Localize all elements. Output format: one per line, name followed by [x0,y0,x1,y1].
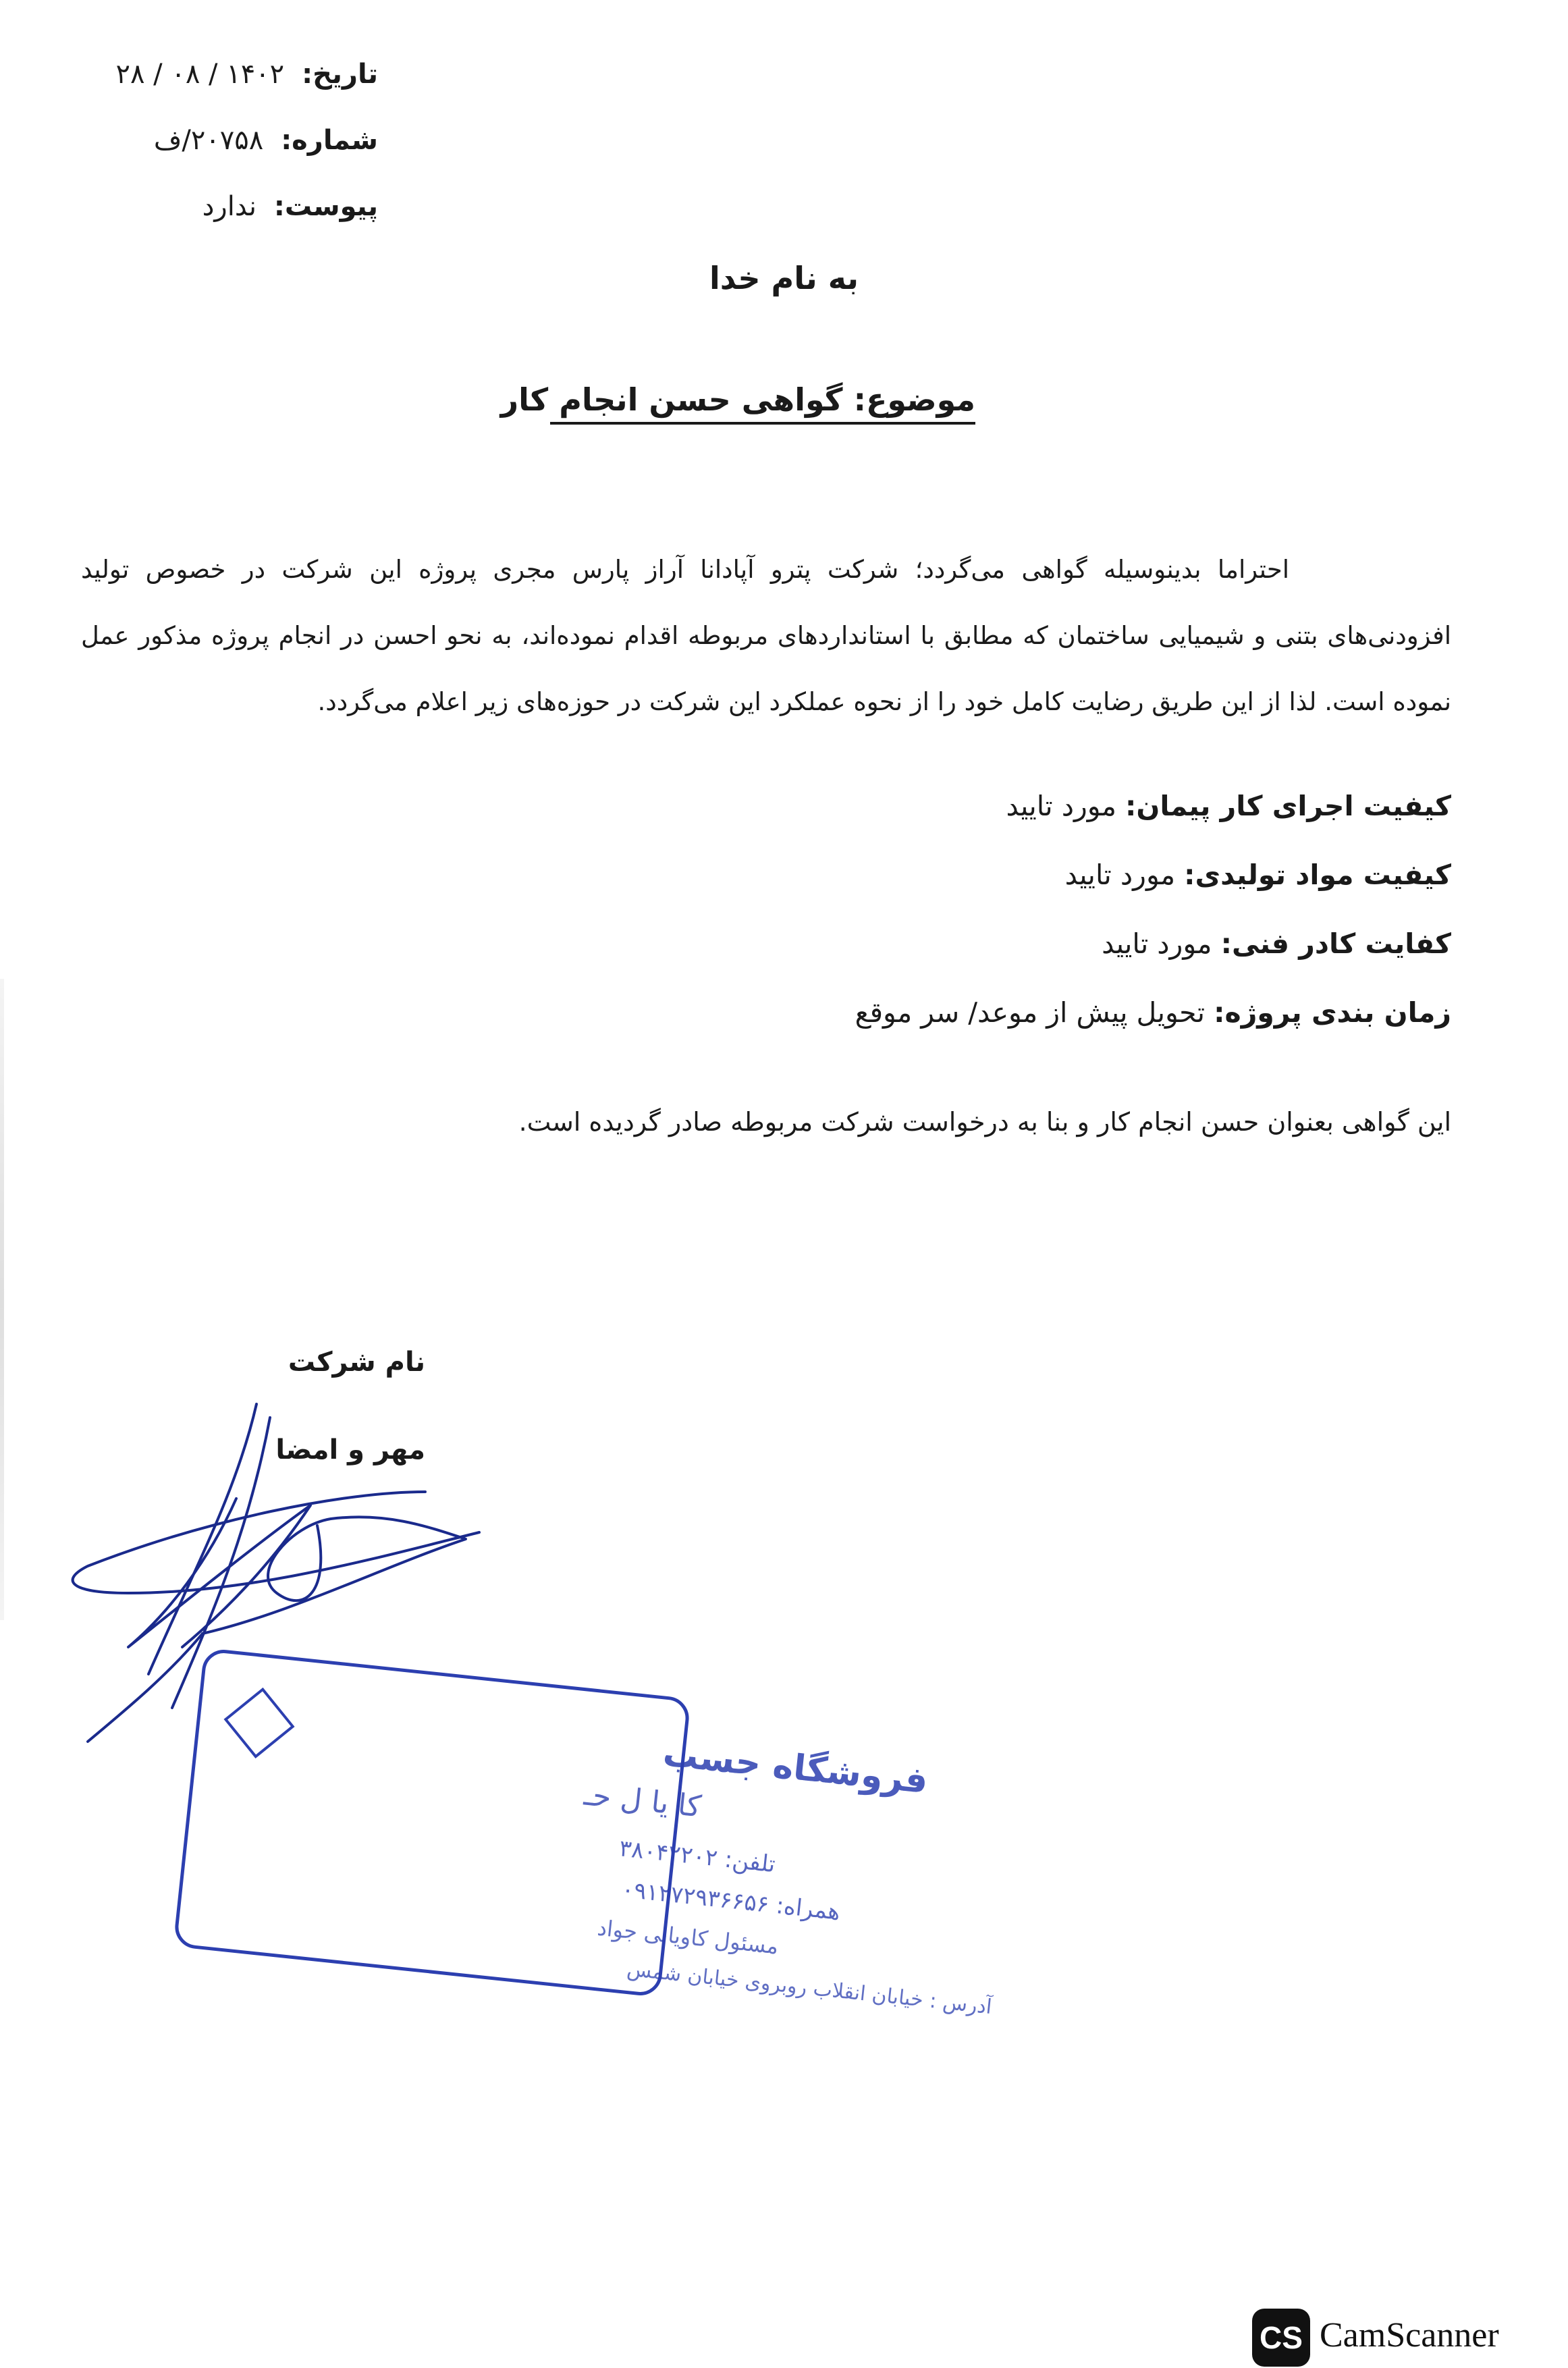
assessment-label: کیفیت مواد تولیدی: [1184,859,1451,891]
date-value: ۱۴۰۲ / ۰۸ / ۲۸ [115,59,285,90]
attachment-label: پیوست: [273,191,378,222]
date-row [67,61,378,95]
camscanner-logo-icon: CS [1252,2309,1310,2367]
stamp-name: کا یا ل حـ [582,1777,703,1825]
stamp-manager [596,1915,780,1960]
seal-signature-label: مهر و امضا [275,1434,425,1465]
closing-statement: این گواهی بعنوان حسن انجام کار و بنا به درخواست شرکت مربوطه صادر گردیده است. [518,1107,1451,1137]
stamp-border [175,1650,689,1996]
stamp-address-label: آدرس [941,1990,994,2020]
stamp-mobile: همراه: ۰۹۱۲۷۲۹۳۶۶۵۶ [620,1876,842,1926]
assessment-item [675,859,1451,927]
attachment-row [67,193,378,227]
date-label: تاریخ: [302,59,378,90]
stamp-mobile-label: همراه [782,1893,842,1926]
assessment-item [675,790,1451,859]
assessment-value: تحویل پیش از موعد/ سر موقع [855,996,1206,1029]
assessment-item [675,927,1451,996]
assessment-label: کیفیت اجرای کار پیمان: [1125,790,1451,822]
camscanner-watermark [1252,2309,1536,2356]
assessment-label: کفایت کادر فنی: [1220,927,1451,960]
company-stamp [162,1640,994,2020]
company-name-label: نام شرکت [288,1347,425,1378]
letter-header-meta [67,61,378,259]
stamp-address-value: خیابان انقلاب روبروی خیابان شمس [626,1957,925,2012]
number-row [67,127,378,161]
signature-stroke [73,1492,479,1593]
assessment-value: مورد تایید [1006,790,1116,822]
stamp-ornament [222,1686,296,1760]
attachment-value: ندارد [202,191,256,222]
signature-stroke [128,1499,310,1647]
stamp-manager-name: کاویانی جواد [596,1914,709,1952]
stamp-phone-label: تلفن [730,1846,777,1879]
stamp-address: آدرس : خیابان انقلاب روبروی خیابان شمس [626,1957,994,2020]
assessment-value: مورد تایید [1064,859,1176,891]
basmala-heading: به نام خدا [709,260,859,296]
assessment-label: زمان بندی پروژه: [1214,996,1451,1029]
number-value: ۲۰۷۵۸/ف [153,125,264,156]
stamp-phone-number: ۳۸۰۴۲۲۰۲ [618,1835,719,1873]
body-paragraph: احتراما بدینوسیله گواهی می‌گردد؛ شرکت پترو آپادانا آراز پارس مجری پروژه این شرکت در خصوص تولید افزودنی‌های بتنی و شیمیایی ساختمان که مطابق با استانداردهای مربوطه اقدام نموده‌اند، به نحو احسن در انجام پروژه مذکور عمل نموده است. لذا از این طریق رضایت کامل خود را از نحوه عملکرد این شرکت در حوزه‌های زیر اعلام می‌گردد. [81,555,1451,716]
stamp-mobile-number: ۰۹۱۲۷۲۹۳۶۶۵۶ [620,1876,771,1918]
assessment-item [675,996,1451,1065]
camscanner-text: CamScanner [1320,2316,1499,2354]
subject-line: موضوع: گواهی حسن انجام کار [550,381,975,425]
page-edge-shadow [0,979,4,1620]
stamp-title: فروشگاه جسب [661,1733,930,1802]
assessment-value: مورد تایید [1102,927,1212,960]
number-label: شماره: [281,125,378,156]
signature-stroke [202,1517,466,1634]
stamp-manager-label: مسئول [713,1927,780,1960]
assessment-list [675,790,1451,1065]
stamp-phone: تلفن: ۳۸۰۴۲۲۰۲ [618,1835,777,1879]
